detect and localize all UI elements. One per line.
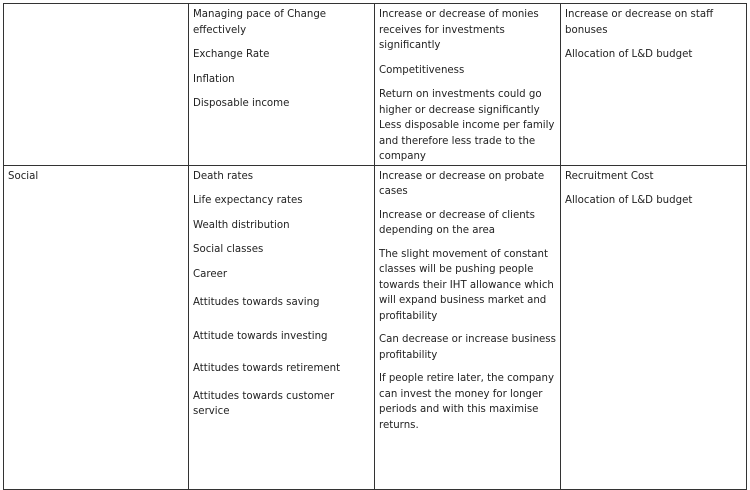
impact-item: Increase or decrease of monies receives for investments significantly <box>379 9 539 51</box>
factors-cell <box>189 4 375 166</box>
impact-item: Increase or decrease on probate cases <box>379 170 545 197</box>
costs-cell <box>561 165 747 489</box>
category-label: Social <box>8 170 39 182</box>
pest-analysis-table <box>3 3 747 490</box>
impact-item: The slight movement of constant classes will be pushing people towards their IHT allowance which will expand business market and profitability <box>379 248 554 322</box>
category-cell <box>4 4 189 166</box>
factor-item: Wealth distribution <box>193 219 290 231</box>
factor-item: Attitudes towards saving <box>193 297 320 308</box>
category-cell <box>4 165 189 489</box>
impacts-cell <box>375 4 561 166</box>
impact-item: Can decrease or increase business profitability <box>379 334 556 361</box>
cost-item: Allocation of L&D budget <box>565 49 693 60</box>
factors-cell <box>189 165 375 489</box>
factor-item: Career <box>193 268 228 280</box>
costs-cell <box>561 4 747 166</box>
cost-item: Recruitment Cost <box>565 170 654 182</box>
factor-item: Exchange Rate <box>193 49 270 60</box>
factor-item: Life expectancy rates <box>193 195 303 206</box>
impact-item: If people retire later, the company can invest the money for longer periods and with this maximise returns. <box>379 373 555 431</box>
factor-item: Inflation <box>193 73 235 85</box>
factor-item: Disposable income <box>193 98 290 109</box>
cost-item: Allocation of L&D budget <box>565 195 693 206</box>
factor-item: Attitude towards investing <box>193 330 328 342</box>
table-row <box>4 4 747 166</box>
factor-item: Death rates <box>193 170 254 182</box>
factor-item: Social classes <box>193 244 264 255</box>
impact-item: Return on investments could go higher or decrease significantly Less disposable income per family and therefore less trade to the company <box>379 89 555 162</box>
factor-item: Managing pace of Change effectively <box>193 9 327 36</box>
factor-item: Attitudes towards customer service <box>193 390 335 417</box>
impacts-cell <box>375 165 561 489</box>
factor-item: Attitudes towards retirement <box>193 363 341 374</box>
cost-item: Increase or decrease on staff bonuses <box>565 9 714 36</box>
impact-item: Increase or decrease of clients depending on the area <box>379 209 535 236</box>
impact-item: Competitiveness <box>379 64 465 76</box>
table-row <box>4 165 747 489</box>
